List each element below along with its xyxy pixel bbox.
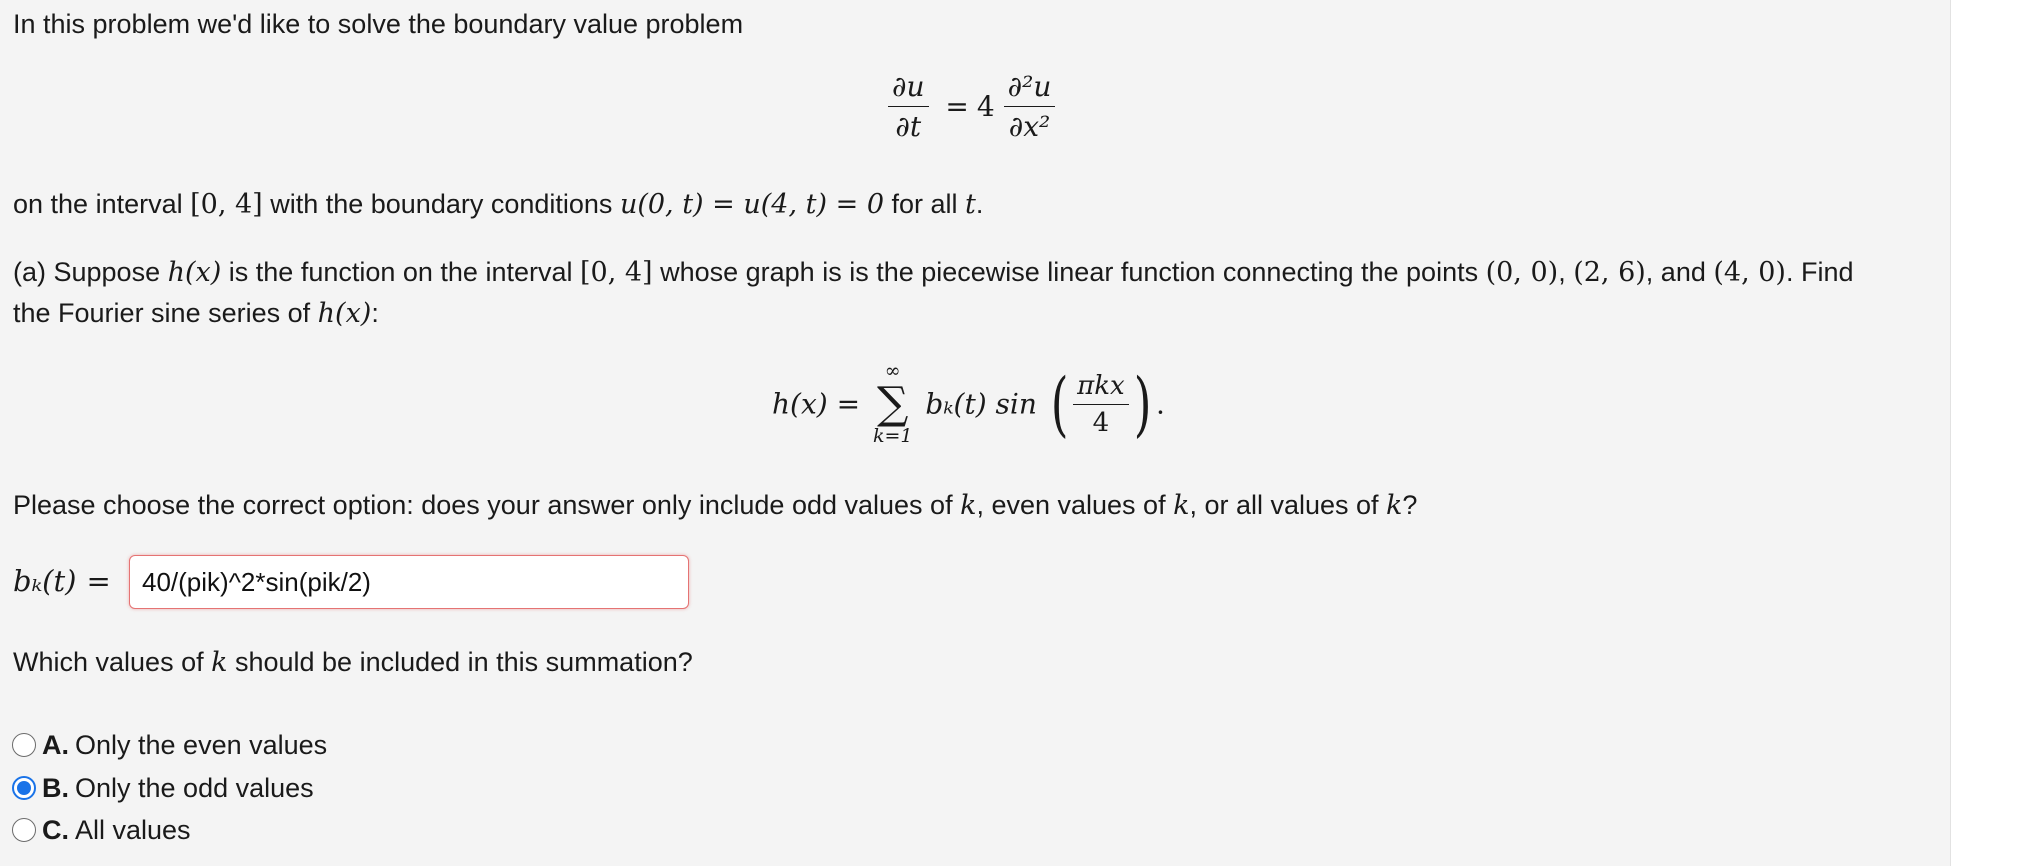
boundary-conditions-line: on the interval [0, 4] with the boundary conditions u(0, t) = u(4, t) = 0 for all t. (13, 189, 984, 220)
answer-input[interactable] (129, 555, 689, 609)
sine-argument: $\frac{\text{πkx}}{4}$ (1073, 371, 1129, 438)
radio-a[interactable] (12, 733, 36, 757)
boundary-math: u(0, t) = u(4, t) = 0 (619, 189, 884, 220)
choice-b[interactable]: B. Only the odd values (12, 771, 314, 805)
series-term: bₖ(t) sin (925, 387, 1037, 421)
pde-lhs-fraction (888, 70, 929, 143)
sum-lower-limit: k=1 (872, 425, 913, 447)
choice-c-label: All values (75, 814, 191, 845)
pde-rhs-denominator: ∂x² (1008, 110, 1051, 143)
pde-coefficient: 4 (976, 90, 995, 123)
choice-c[interactable]: C. All values (12, 813, 191, 847)
interval-math: [0, 4] (190, 189, 263, 220)
part-a-line2: the Fourier sine series of h(x): (13, 298, 379, 329)
answer-label: bₖ(t) = (13, 564, 111, 598)
choice-a[interactable]: A. Only the even values (12, 728, 327, 762)
radio-b[interactable] (12, 776, 36, 800)
fourier-series-formula: h(x) = ∞ ∑ k=1 bₖ(t) sin ( $\frac{\text{πkx}}{4}$ ) . (772, 360, 1165, 447)
pde-equation (888, 70, 1055, 143)
intro-text: In this problem we'd like to solve the boundary value problem (13, 9, 744, 39)
pde-lhs-numerator: ∂u (888, 70, 929, 107)
pde-equals: = (945, 90, 969, 123)
choice-b-label: Only the odd values (75, 772, 314, 803)
sum-upper-limit: ∞ (884, 360, 901, 382)
series-lhs: h(x) = (772, 387, 861, 421)
sum-symbol: ∑ (877, 378, 909, 429)
pde-rhs-fraction (1004, 70, 1056, 143)
summation (873, 362, 913, 446)
which-values-question: Which values of k should be included in this summation? (13, 647, 693, 678)
pde-lhs-denominator: ∂t (895, 110, 922, 143)
part-a-line1: (a) Suppose h(x) is the function on the interval [0, 4] whose graph is is the piecewise linear function connecting the points (0, 0), (2, 6), and (4, 0). Find (13, 257, 1854, 288)
radio-c[interactable] (12, 818, 36, 842)
choice-a-label: Only the even values (75, 729, 328, 760)
pde-rhs-numerator: ∂²u (1004, 70, 1056, 107)
choose-option-prompt: Please choose the correct option: does your answer only include odd values of k, even values of k, or all values of k? (13, 490, 1418, 521)
